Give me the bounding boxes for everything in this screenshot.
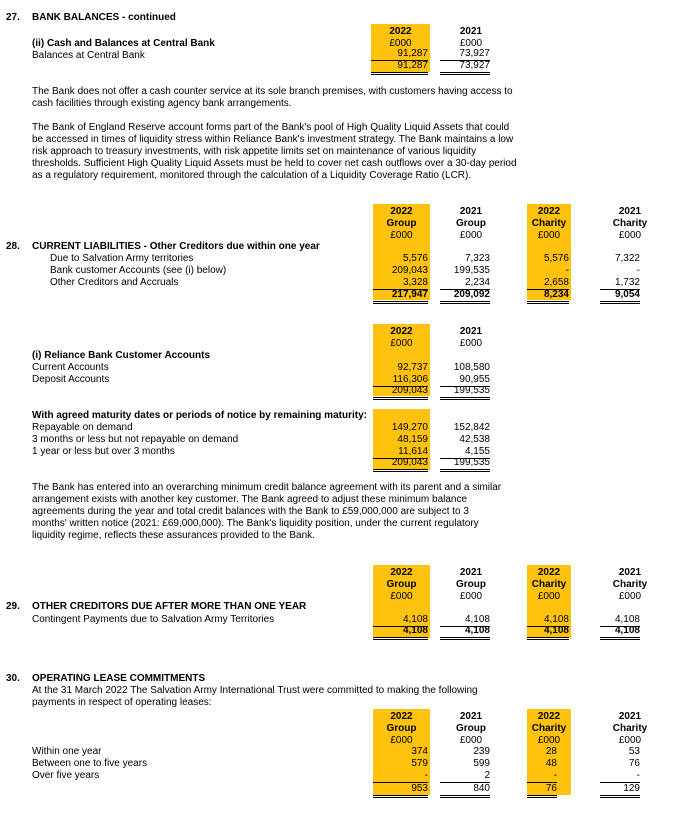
- total-value: 129: [600, 782, 640, 798]
- col-unit: £000: [390, 735, 413, 746]
- row-value: 7,322: [614, 253, 640, 264]
- total-value: 73,927: [440, 60, 490, 75]
- row-value: 5,576: [543, 253, 569, 264]
- col-type: Charity: [612, 218, 648, 229]
- col-type: Charity: [531, 579, 567, 590]
- total-value: 4,108: [527, 625, 569, 640]
- row-value: 5,576: [402, 253, 428, 264]
- subheading: (ii) Cash and Balances at Central Bank: [32, 38, 215, 49]
- col-type: Charity: [531, 218, 567, 229]
- total-value: 4,108: [440, 625, 490, 640]
- col-type: Group: [386, 218, 417, 229]
- row-value: -: [636, 770, 640, 781]
- row-label: Deposit Accounts: [32, 374, 110, 385]
- row-value: 90,955: [440, 374, 490, 387]
- row-label: Contingent Payments due to Salvation Army Territories: [32, 614, 275, 625]
- total-value: 209,092: [440, 289, 490, 304]
- total-value: 4,108: [373, 625, 428, 640]
- total-value: 840: [440, 782, 490, 798]
- col-year: 2021: [618, 206, 642, 217]
- col-unit: £000: [537, 230, 561, 241]
- col-unit: £000: [390, 338, 413, 349]
- paragraph: The Bank does not offer a cash counter service at its sole branch premises, with customers having access to cash facilities through existing agency bank arrangements.: [32, 86, 513, 109]
- row-value: 108,580: [453, 362, 490, 373]
- note-number: 29.: [6, 601, 20, 612]
- row-value: 2: [484, 770, 490, 781]
- col-type: Group: [456, 723, 486, 734]
- row-label: Between one to five years: [32, 758, 148, 769]
- row-label: 1 year or less but over 3 months: [32, 446, 175, 457]
- note-title: OPERATING LEASE COMMITMENTS: [32, 673, 206, 684]
- row-label: Over five years: [32, 770, 100, 781]
- row-label: Current Accounts: [32, 362, 109, 373]
- row-value: 374: [411, 746, 428, 757]
- total-value: 199,535: [440, 457, 490, 472]
- row-value: 239: [473, 746, 490, 757]
- total-value: 4,108: [600, 625, 640, 640]
- col-unit: £000: [390, 230, 413, 241]
- col-year: 2021: [459, 567, 483, 578]
- row-label: Due to Salvation Army territories: [50, 253, 194, 264]
- row-value: 4,108: [600, 614, 640, 627]
- col-unit: £000: [459, 230, 483, 241]
- row-value: 53: [628, 746, 640, 757]
- row-value: 92,737: [397, 362, 428, 373]
- col-type: Charity: [612, 579, 648, 590]
- col-unit: £000: [390, 591, 413, 602]
- note-number: 30.: [6, 673, 20, 684]
- col-unit: £000: [618, 591, 642, 602]
- row-value: -: [424, 770, 428, 781]
- col-year: 2022: [390, 206, 413, 217]
- row-value: 152,842: [453, 422, 490, 433]
- row-value: 4,155: [440, 446, 490, 459]
- row-value: 209,043: [391, 265, 428, 276]
- col-year: 2021: [459, 711, 483, 722]
- subheading: With agreed maturity dates or periods of notice by remaining maturity:: [32, 410, 367, 421]
- paragraph: The Bank has entered into an overarching minimum credit balance agreement with its parent and a similar arrangement exists with another key customer. The Bank agreed to adjust these minimum balance agreements during the year and total credit balances with the Bank to £59,000,000 are subject to 3 months' written notice (2021: £69,000,000). The Bank's liquidity position, under the current regulatory liquidity regime, reflects these assurances provided to the Bank.: [32, 482, 502, 541]
- col-unit: £000: [389, 38, 412, 49]
- row-value: 48: [545, 758, 557, 769]
- row-value: 579: [411, 758, 428, 769]
- total-value: 9,054: [600, 289, 640, 304]
- row-value: 116,306: [373, 374, 428, 387]
- row-value: 11,614: [373, 446, 428, 459]
- col-type: Group: [386, 579, 417, 590]
- row-label: Balances at Central Bank: [32, 50, 145, 61]
- total-value: 953: [373, 782, 428, 798]
- col-year: 2022: [537, 567, 561, 578]
- col-year: 2022: [390, 567, 413, 578]
- row-label: Within one year: [32, 746, 102, 757]
- row-value: -: [553, 770, 557, 781]
- col-unit: £000: [459, 338, 483, 349]
- row-label: Repayable on demand: [32, 422, 133, 433]
- col-year: 2022: [537, 711, 561, 722]
- row-value: 48,159: [397, 434, 428, 445]
- col-year: 2022: [537, 206, 561, 217]
- row-value: 7,323: [464, 253, 490, 264]
- note-title: BANK BALANCES - continued: [32, 12, 176, 23]
- note-number: 28.: [6, 241, 20, 252]
- total-value: 76: [527, 782, 557, 798]
- row-value: 199,535: [453, 265, 490, 276]
- col-year: 2022: [390, 326, 413, 337]
- total-value: 209,043: [373, 385, 428, 400]
- note-number: 27.: [6, 12, 20, 23]
- col-unit: £000: [618, 735, 642, 746]
- row-value: 91,287: [371, 48, 428, 61]
- col-unit: £000: [537, 735, 561, 746]
- paragraph: The Bank of England Reserve account forms part of the Bank's pool of High Quality Liquid Assets that could be accessed in times of liquidity stress within Reliance Bank's investment strategy. The Bank maintains a low risk approach to treasury investments, with risk appetite limits set on maintenance of various liquidity thresholds. Sufficient High Quality Liquid Assets must be held to cover net cash outflows over a 30-day period as a regulatory requirement, monitored through the calculation of a Liquidity Coverage Ratio (LCR).: [32, 122, 517, 181]
- row-value: 42,538: [459, 434, 490, 445]
- row-value: 4,108: [373, 614, 428, 627]
- row-value: 2,234: [440, 277, 490, 290]
- col-year: 2021: [618, 711, 642, 722]
- col-year: 2021: [459, 26, 483, 37]
- row-value: 1,732: [600, 277, 640, 290]
- total-value: 199,535: [440, 385, 490, 400]
- row-label: Other Creditors and Accruals: [50, 277, 179, 288]
- col-type: Charity: [612, 723, 648, 734]
- row-value: 4,108: [440, 614, 490, 627]
- total-value: 8,234: [527, 289, 569, 304]
- col-unit: £000: [618, 230, 642, 241]
- row-value: 3,328: [373, 277, 428, 290]
- row-value: -: [565, 265, 569, 276]
- col-type: Group: [456, 579, 486, 590]
- row-value: 73,927: [440, 48, 490, 61]
- row-value: -: [636, 265, 640, 276]
- col-year: 2022: [389, 26, 412, 37]
- paragraph: At the 31 March 2022 The Salvation Army International Trust were committed to making the following payments in respect of operating leases:: [32, 685, 478, 708]
- row-value: 599: [473, 758, 490, 769]
- row-label: 3 months or less but not repayable on demand: [32, 434, 239, 445]
- row-label: Bank customer Accounts (see (i) below): [50, 265, 227, 276]
- row-value: 76: [628, 758, 640, 769]
- row-value: 28: [545, 746, 557, 757]
- col-type: Group: [456, 218, 486, 229]
- col-unit: £000: [459, 591, 483, 602]
- row-value: 4,108: [527, 614, 569, 627]
- total-value: 91,287: [371, 60, 428, 75]
- total-value: 217,947: [373, 289, 428, 304]
- col-type: Charity: [531, 723, 567, 734]
- col-unit: £000: [459, 735, 483, 746]
- total-value: 209,043: [373, 457, 428, 472]
- note-title: OTHER CREDITORS DUE AFTER MORE THAN ONE YEAR: [32, 601, 307, 612]
- note-title: CURRENT LIABILITIES - Other Creditors due within one year: [32, 241, 320, 252]
- col-year: 2022: [390, 711, 413, 722]
- col-year: 2021: [459, 326, 483, 337]
- col-unit: £000: [459, 38, 483, 49]
- col-unit: £000: [537, 591, 561, 602]
- col-year: 2021: [618, 567, 642, 578]
- col-type: Group: [386, 723, 417, 734]
- row-value: 149,270: [391, 422, 428, 433]
- row-value: 2,658: [527, 277, 569, 290]
- col-year: 2021: [459, 206, 483, 217]
- subheading: (i) Reliance Bank Customer Accounts: [32, 350, 211, 361]
